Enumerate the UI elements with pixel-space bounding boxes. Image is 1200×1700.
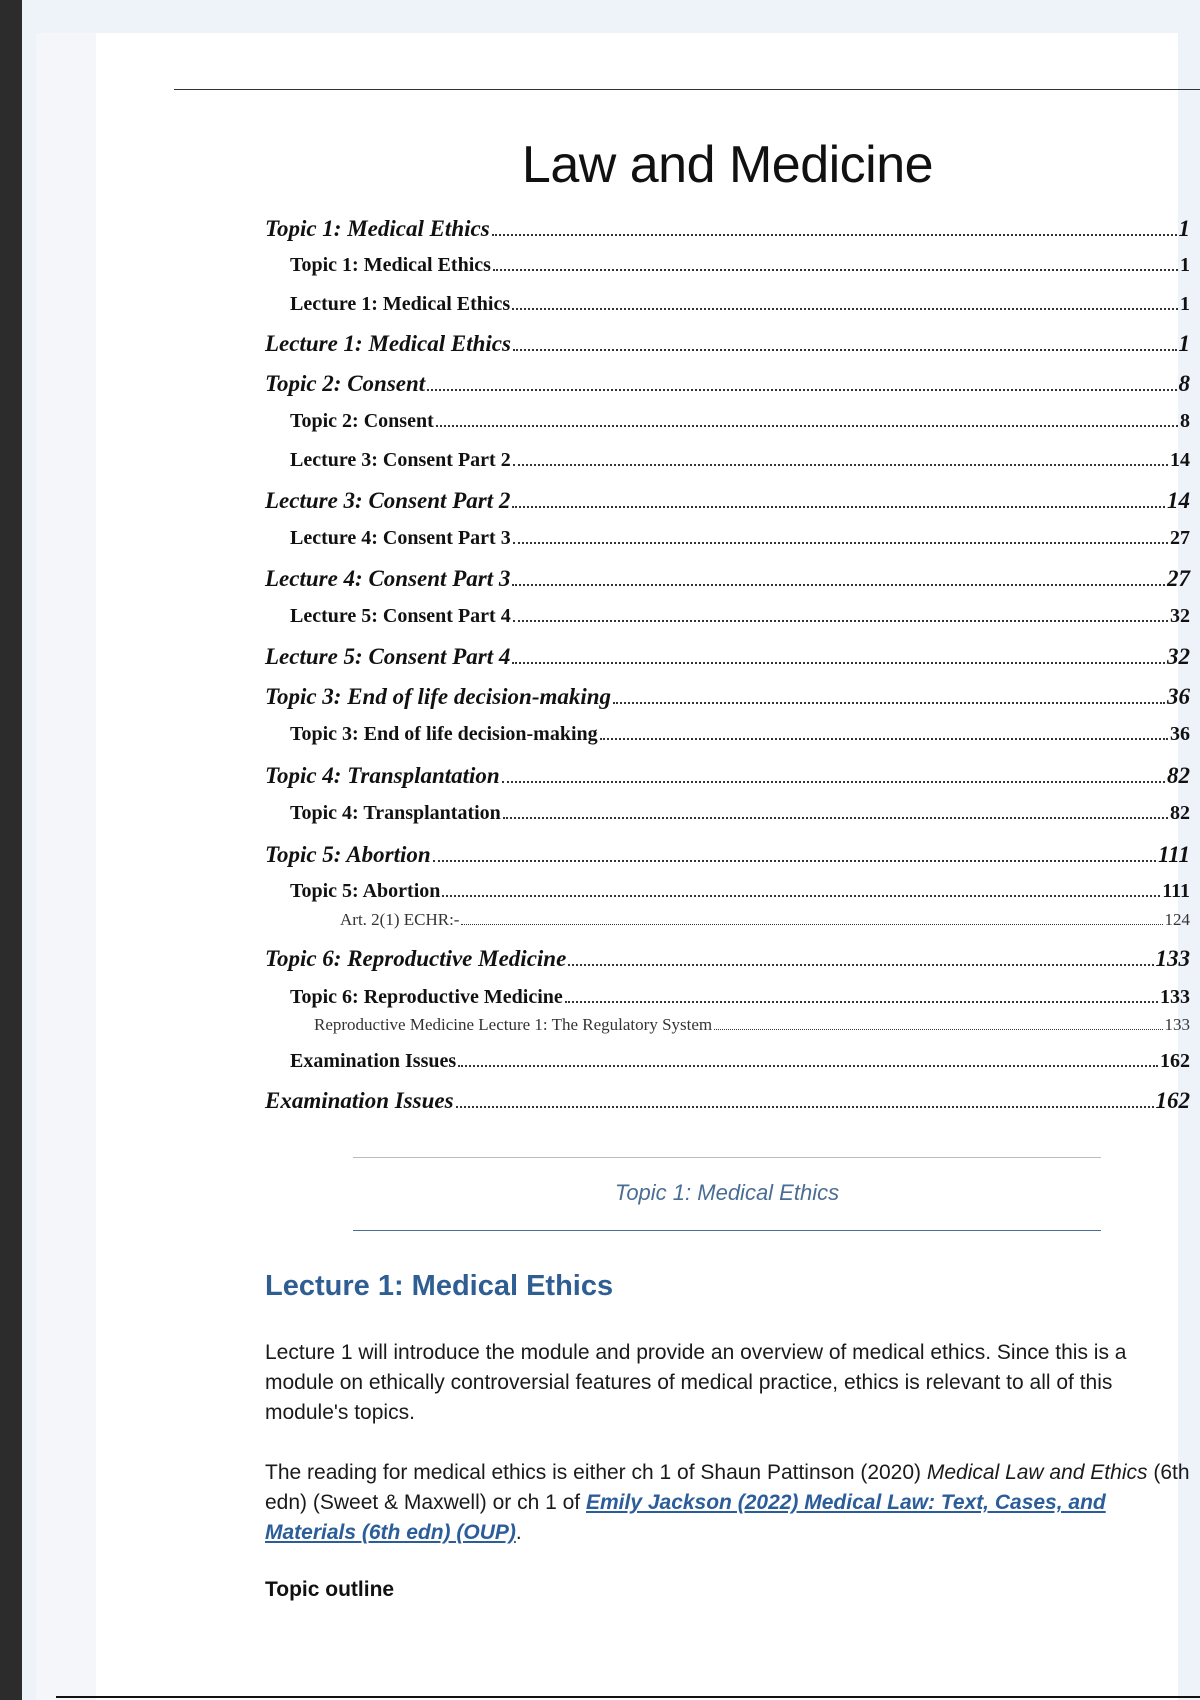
toc-leader-dots	[458, 1064, 1158, 1067]
toc-page-number: 36	[1167, 684, 1190, 709]
toc-entry[interactable]	[290, 410, 1190, 433]
toc-entry[interactable]	[265, 1088, 1190, 1114]
reading-text-2: (6th edn) (Sweet & Maxwell) or ch 1 of	[265, 1461, 1190, 1514]
toc-page-number: 14	[1167, 488, 1190, 513]
toc-entry[interactable]	[314, 1015, 1190, 1035]
toc-entry-label: Lecture 3: Consent Part 2	[265, 488, 511, 513]
toc-page-number: 162	[1160, 1050, 1190, 1072]
toc-entry[interactable]	[290, 1050, 1190, 1073]
toc-leader-dots	[565, 1000, 1158, 1003]
toc-entry[interactable]	[265, 763, 1190, 789]
topic-outline-heading: Topic outline	[265, 1578, 395, 1601]
bottom-rule	[56, 1696, 1200, 1698]
intro-paragraph: Lecture 1 will introduce the module and provide an overview of medical ethics. Since this is a module on ethically controversial features of medical practice, ethics is relevant to all of this module's topics.	[265, 1341, 1127, 1424]
toc-page-number: 1	[1180, 293, 1190, 315]
lecture-heading: Lecture 1: Medical Ethics	[265, 1270, 614, 1302]
toc-entry[interactable]	[265, 371, 1190, 397]
toc-entry-label: Lecture 5: Consent Part 4	[265, 644, 511, 669]
toc-page-number: 133	[1164, 1015, 1190, 1034]
toc-entry[interactable]	[290, 293, 1190, 316]
toc-entry-label: Topic 5: Abortion	[265, 842, 431, 867]
toc-leader-dots	[513, 463, 1168, 466]
toc-page-number: 162	[1155, 1088, 1190, 1113]
toc-page-number: 1	[1178, 331, 1190, 356]
toc-page-number: 82	[1170, 802, 1190, 824]
toc-entry[interactable]	[340, 910, 1190, 930]
toc-page-number: 8	[1178, 371, 1190, 396]
reading-paragraph	[265, 1458, 1190, 1548]
toc-leader-dots	[512, 583, 1165, 586]
left-window-edge	[0, 0, 22, 1700]
toc-leader-dots	[568, 963, 1153, 966]
toc-entry-label: Examination Issues	[265, 1088, 454, 1113]
toc-page-number: 1	[1180, 254, 1190, 276]
toc-entry[interactable]	[290, 527, 1190, 550]
header-rule	[174, 89, 1200, 90]
toc-leader-dots	[513, 541, 1168, 544]
document-title: Law and Medicine	[521, 136, 934, 194]
toc-entry[interactable]	[290, 723, 1190, 746]
toc-leader-dots	[512, 307, 1178, 310]
toc-leader-dots	[503, 816, 1168, 819]
toc-leader-dots	[513, 619, 1168, 622]
reading-link[interactable]: Emily Jackson (2022) Medical Law: Text, Cases, and Materials (6th edn) (OUP)	[265, 1491, 1106, 1544]
toc-entry[interactable]	[265, 216, 1190, 242]
toc-leader-dots	[442, 894, 1160, 897]
toc-entry[interactable]	[265, 842, 1190, 868]
toc-page-number: 133	[1155, 946, 1190, 971]
section-caption: Topic 1: Medical Ethics	[614, 1180, 840, 1205]
toc-entry-label: Topic 1: Medical Ethics	[265, 216, 490, 241]
reading-text-3: .	[515, 1521, 522, 1544]
toc-entry[interactable]	[290, 880, 1190, 903]
toc-entry[interactable]	[290, 605, 1190, 628]
toc-entry[interactable]	[265, 331, 1190, 357]
toc-page-number: 133	[1160, 986, 1190, 1008]
toc-entry-label: Examination Issues	[290, 1050, 457, 1072]
toc-entry-label: Topic 1: Medical Ethics	[290, 254, 491, 276]
toc-leader-dots	[433, 859, 1156, 862]
toc-entry-label: Lecture 4: Consent Part 3	[265, 566, 511, 591]
toc-leader-dots	[613, 701, 1165, 704]
toc-leader-dots	[492, 233, 1177, 236]
toc-entry[interactable]	[290, 802, 1190, 825]
toc-entry-label: Topic 5: Abortion	[290, 880, 441, 902]
toc-entry-label: Topic 6: Reproductive Medicine	[265, 946, 567, 971]
toc-entry-label: Topic 4: Transplantation	[290, 802, 501, 824]
toc-entry-label: Lecture 1: Medical Ethics	[290, 293, 511, 315]
toc-leader-dots	[512, 505, 1165, 508]
toc-page-number: 32	[1170, 605, 1190, 627]
toc-page-number: 111	[1158, 842, 1190, 867]
toc-entry-label: Topic 4: Transplantation	[265, 763, 500, 788]
toc-page-number: 124	[1164, 910, 1190, 929]
toc-entry-label: Topic 6: Reproductive Medicine	[290, 986, 563, 1008]
toc-entry-label: Reproductive Medicine Lecture 1: The Regulatory System	[314, 1015, 713, 1034]
toc-entry-label: Lecture 4: Consent Part 3	[290, 527, 511, 549]
toc-page-number: 1	[1178, 216, 1190, 241]
reading-text-1: The reading for medical ethics is either ch 1 of Shaun Pattinson (2020)	[265, 1461, 927, 1484]
toc-leader-dots	[714, 1028, 1162, 1030]
toc-entry-label: Lecture 3: Consent Part 2	[290, 449, 511, 471]
toc-entry[interactable]	[265, 566, 1190, 592]
toc-leader-dots	[600, 737, 1168, 740]
toc-entry[interactable]	[290, 254, 1190, 277]
toc-entry-label: Lecture 1: Medical Ethics	[265, 331, 511, 356]
reading-book-title: Medical Law and Ethics	[926, 1461, 1148, 1484]
toc-page-number: 14	[1170, 449, 1190, 471]
toc-entry-label: Topic 2: Consent	[290, 410, 434, 432]
toc-leader-dots	[427, 388, 1176, 391]
toc-entry[interactable]	[265, 488, 1190, 514]
section-rule-top	[353, 1157, 1101, 1158]
toc-leader-dots	[512, 661, 1165, 664]
toc-leader-dots	[456, 1105, 1154, 1108]
toc-entry[interactable]	[265, 946, 1190, 972]
toc-leader-dots	[461, 923, 1162, 925]
toc-page-number: 8	[1180, 410, 1190, 432]
toc-entry[interactable]	[265, 644, 1190, 670]
toc-entry-label: Topic 2: Consent	[265, 371, 426, 396]
toc-entry-label: Art. 2(1) ECHR:-	[340, 910, 460, 929]
toc-page-number: 82	[1167, 763, 1190, 788]
toc-entry-label: Topic 3: End of life decision-making	[290, 723, 598, 745]
toc-entry[interactable]	[290, 986, 1190, 1009]
toc-entry-label: Topic 3: End of life decision-making	[265, 684, 612, 709]
toc-page-number: 36	[1170, 723, 1190, 745]
toc-page-number: 111	[1162, 880, 1190, 902]
toc-leader-dots	[493, 268, 1178, 271]
section-rule-bottom	[353, 1230, 1101, 1231]
toc-leader-dots	[513, 348, 1177, 351]
toc-entry[interactable]	[290, 449, 1190, 472]
toc-entry[interactable]	[265, 684, 1190, 710]
toc-page-number: 27	[1170, 527, 1190, 549]
toc-entry-label: Lecture 5: Consent Part 4	[290, 605, 511, 627]
toc-page-number: 32	[1167, 644, 1190, 669]
toc-page-number: 27	[1167, 566, 1190, 591]
toc-leader-dots	[502, 780, 1165, 783]
toc-leader-dots	[436, 424, 1178, 427]
